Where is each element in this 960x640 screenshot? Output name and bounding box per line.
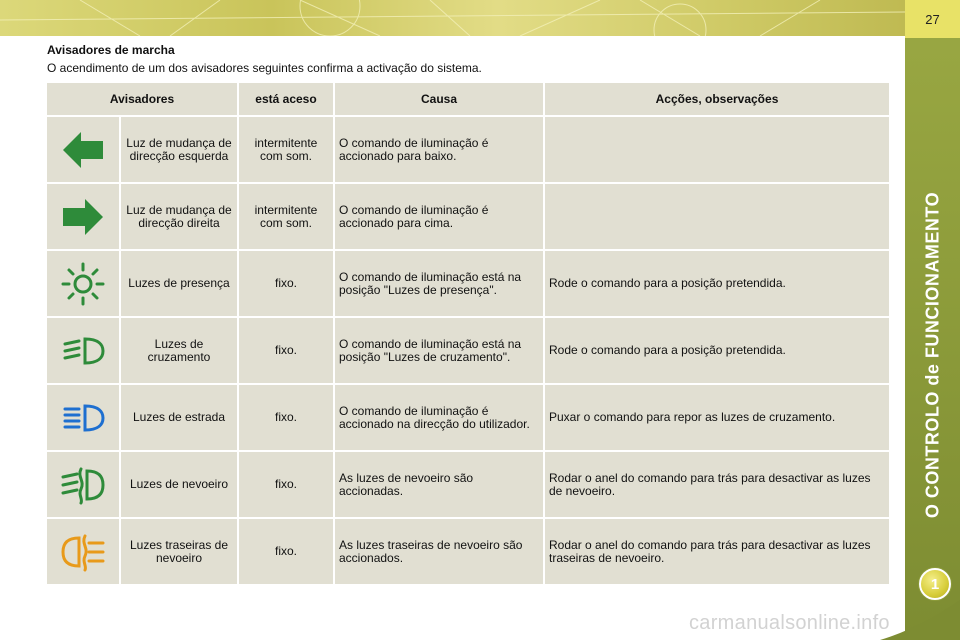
corner-decoration xyxy=(880,600,960,640)
indicator-state: fixo. xyxy=(239,251,333,316)
indicator-name: Luz de mudança de direcção direita xyxy=(121,184,237,249)
page-number: 27 xyxy=(905,0,960,38)
indicator-name: Luzes de cruzamento xyxy=(121,318,237,383)
banner-pattern xyxy=(0,0,905,36)
indicator-action: Rode o comando para a posição pretendida. xyxy=(545,251,889,316)
table-row xyxy=(47,519,889,584)
indicator-state: fixo. xyxy=(239,318,333,383)
front-fog-icon xyxy=(59,461,107,509)
indicator-name: Luzes traseiras de nevoeiro xyxy=(121,519,237,584)
header-cause: Causa xyxy=(335,83,543,115)
table-row xyxy=(47,385,889,450)
table-header-row xyxy=(47,83,889,115)
watermark: carmanualsonline.info xyxy=(689,612,890,634)
indicator-action xyxy=(545,184,889,249)
indicator-cause: O comando de iluminação é accionado na direcção do utilizador. xyxy=(335,385,543,450)
indicator-cause: O comando de iluminação é accionado para baixo. xyxy=(335,117,543,182)
main-beam-icon xyxy=(59,394,107,442)
right-arrow-icon xyxy=(59,193,107,241)
indicator-state: intermitente com som. xyxy=(239,117,333,182)
table-row xyxy=(47,318,889,383)
indicators-table xyxy=(45,81,891,586)
left-arrow-icon xyxy=(59,126,107,174)
indicator-name: Luzes de presença xyxy=(121,251,237,316)
table-row xyxy=(47,117,889,182)
indicator-state: fixo. xyxy=(239,452,333,517)
indicator-cause: O comando de iluminação está na posição "Luzes de presença". xyxy=(335,251,543,316)
indicator-cause: As luzes traseiras de nevoeiro são accionados. xyxy=(335,519,543,584)
intro-text: O acendimento de um dos avisadores seguintes confirma a activação do sistema. xyxy=(47,61,482,75)
table-row xyxy=(47,452,889,517)
indicator-name: Luz de mudança de direcção esquerda xyxy=(121,117,237,182)
header-banner xyxy=(0,0,905,36)
indicator-action: Rode o comando para a posição pretendida. xyxy=(545,318,889,383)
indicator-cause: O comando de iluminação é accionado para cima. xyxy=(335,184,543,249)
position-lights-icon xyxy=(59,260,107,308)
chapter-number-badge: 1 xyxy=(919,568,951,600)
indicator-name: Luzes de nevoeiro xyxy=(121,452,237,517)
indicator-action xyxy=(545,117,889,182)
table-row xyxy=(47,251,889,316)
indicator-state: fixo. xyxy=(239,519,333,584)
indicator-action: Rodar o anel do comando para trás para desactivar as luzes traseiras de nevoeiro. xyxy=(545,519,889,584)
indicator-state: fixo. xyxy=(239,385,333,450)
header-actions: Acções, observações xyxy=(545,83,889,115)
dipped-beam-icon xyxy=(59,327,107,375)
table-row xyxy=(47,184,889,249)
rear-fog-icon xyxy=(59,528,107,576)
indicator-state: intermitente com som. xyxy=(239,184,333,249)
indicator-cause: As luzes de nevoeiro são accionadas. xyxy=(335,452,543,517)
section-heading: Avisadores de marcha xyxy=(47,43,175,57)
indicator-action: Puxar o comando para repor as luzes de cruzamento. xyxy=(545,385,889,450)
indicator-name: Luzes de estrada xyxy=(121,385,237,450)
header-indicators: Avisadores xyxy=(47,83,237,115)
indicator-action: Rodar o anel do comando para trás para desactivar as luzes de nevoeiro. xyxy=(545,452,889,517)
header-state: está aceso xyxy=(239,83,333,115)
chapter-title: O CONTROLO de FUNCIONAMENTO xyxy=(922,191,943,519)
indicator-cause: O comando de iluminação está na posição "Luzes de cruzamento". xyxy=(335,318,543,383)
